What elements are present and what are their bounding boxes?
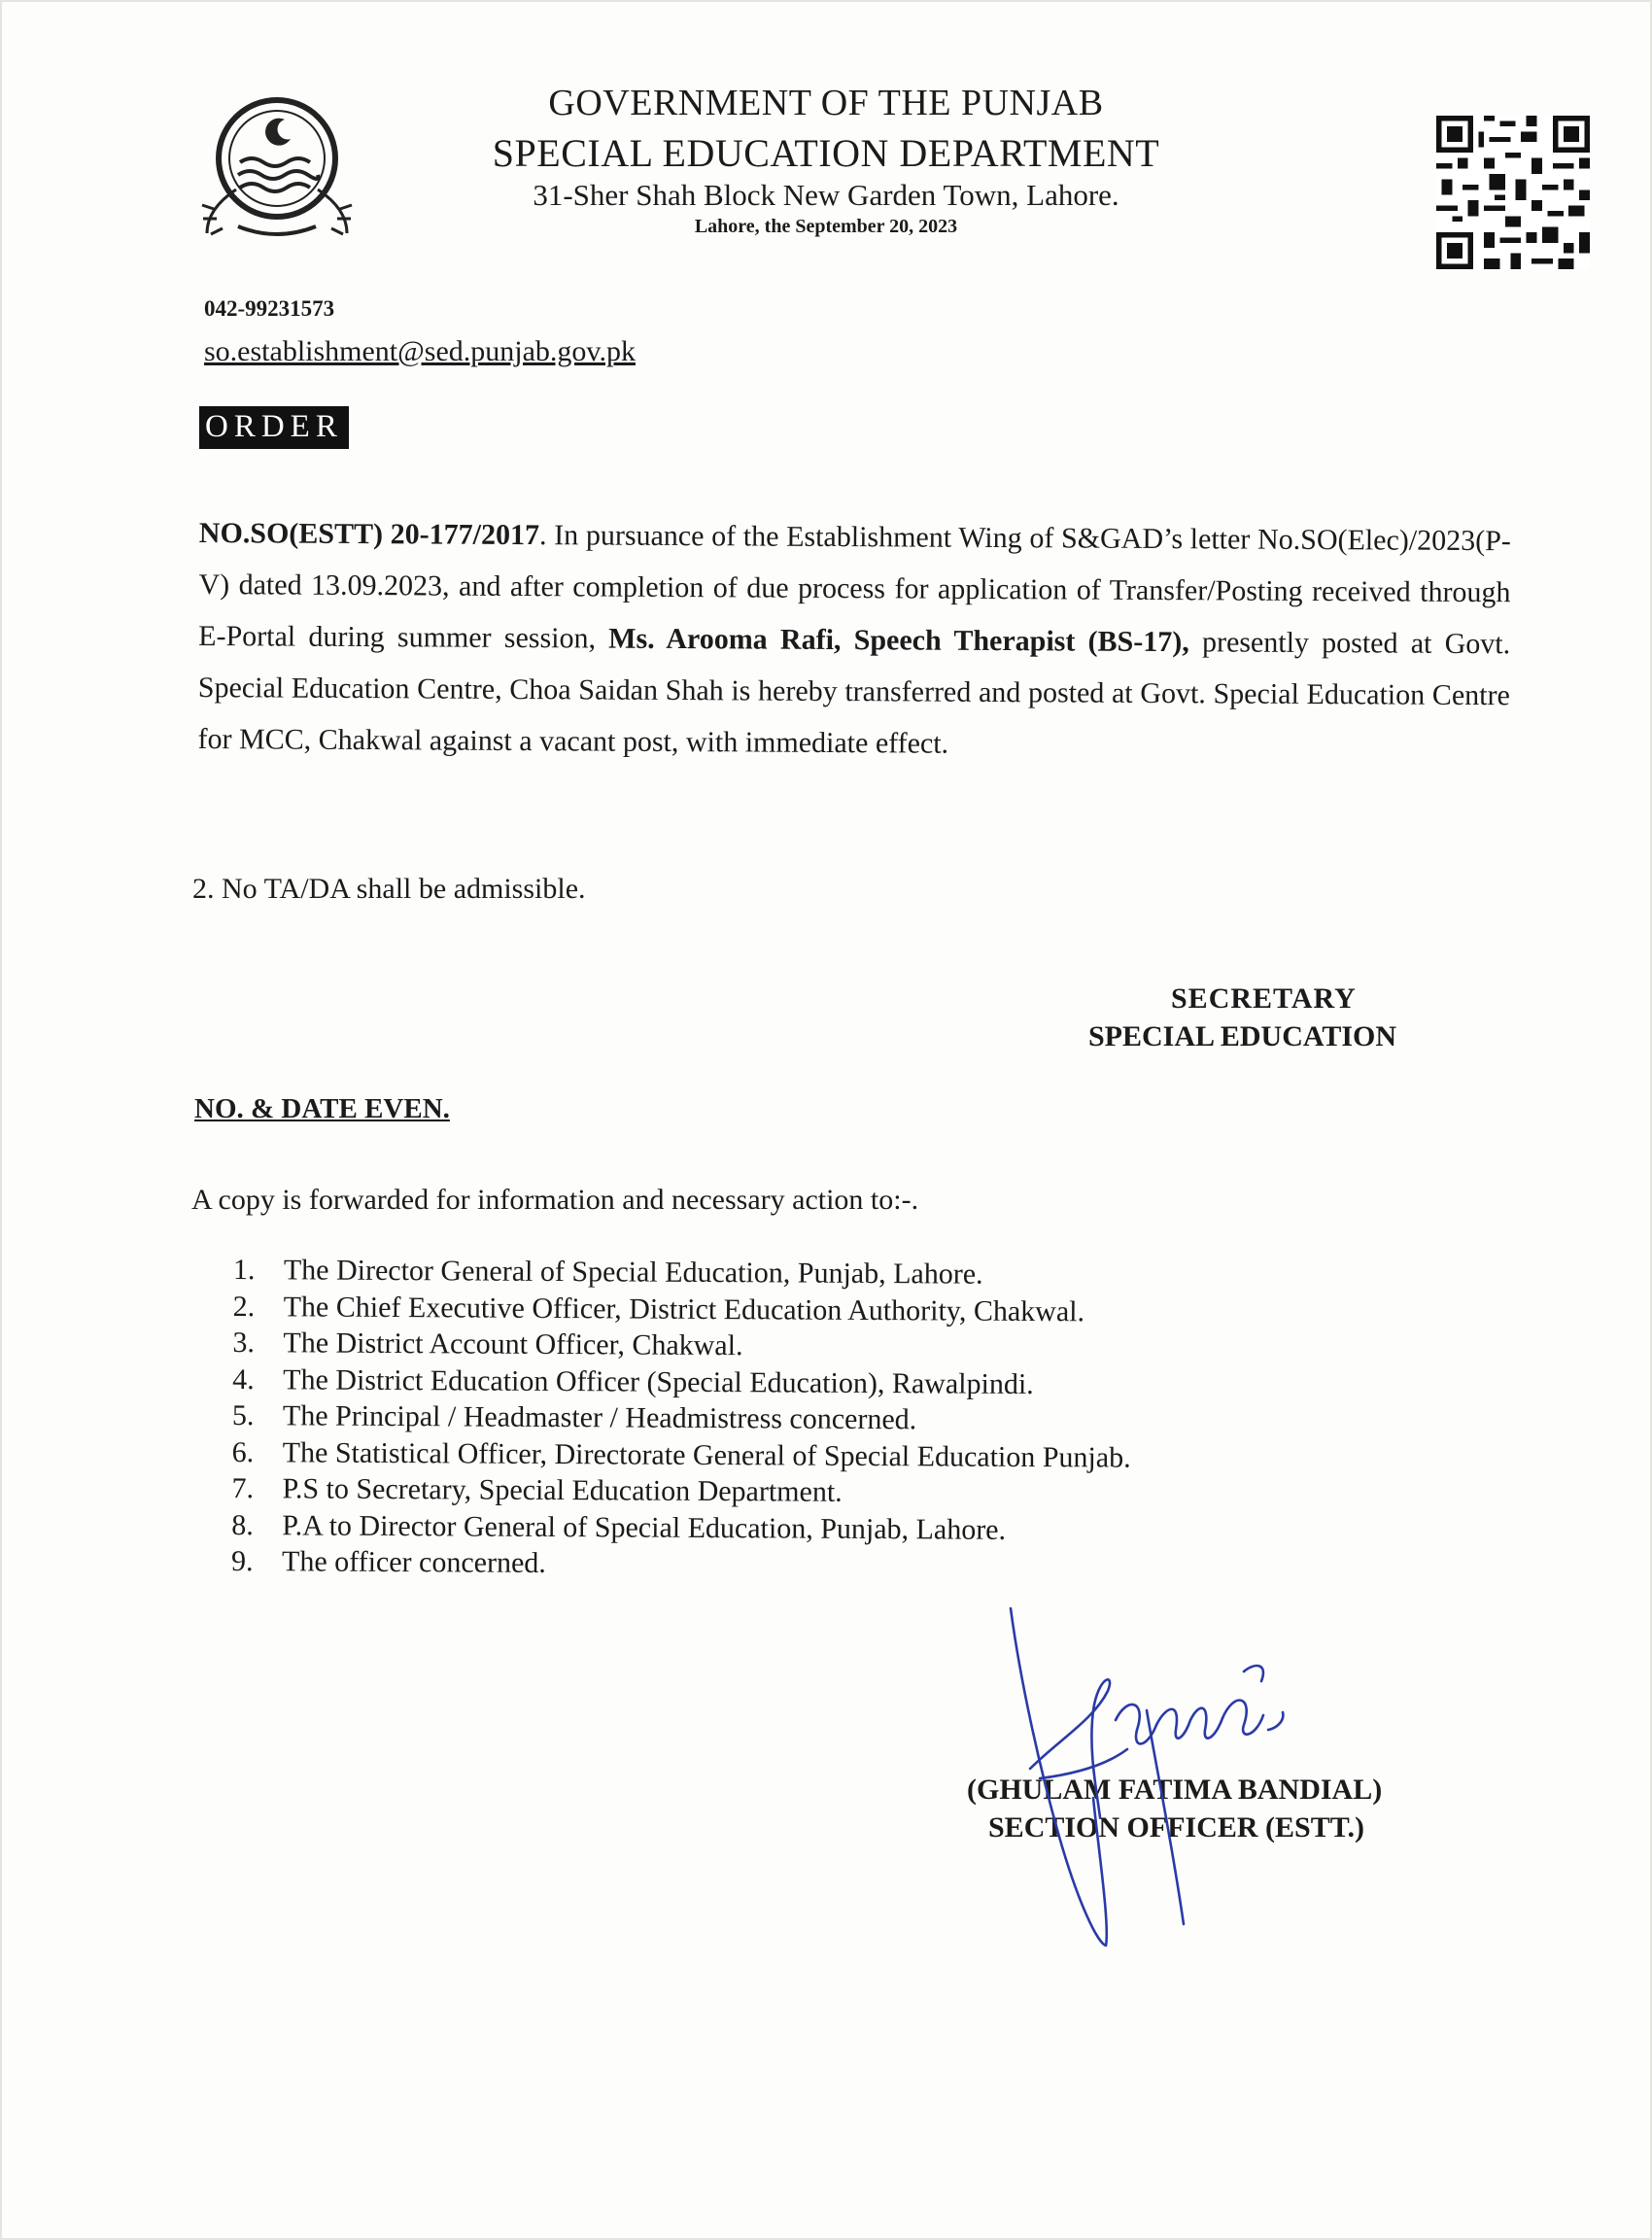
list-item [233,1288,1132,1329]
header-department: SPECIAL EDUCATION DEPARTMENT [492,131,1160,175]
list-item [231,1470,1130,1512]
order-heading: ORDER [199,406,349,449]
signatory-title: SECTION OFFICER (ESTT.) [988,1811,1365,1844]
list-item-text: The Director General of Special Education, Punjab, Lahore. [283,1254,983,1291]
secretary-department: SPECIAL EDUCATION [1088,1020,1397,1052]
list-item-text: P.A to Director General of Special Education, Punjab, Lahore. [282,1508,1007,1546]
order-body-paragraph [197,507,1511,773]
header-address: 31-Sher Shah Block New Garden Town, Lahore. [533,178,1119,212]
reference-even: NO. & DATE EVEN. [194,1093,450,1124]
list-item-text: P.S to Secretary, Special Education Department. [282,1472,843,1508]
signatory-name: (GHULAM FATIMA BANDIAL) [967,1774,1383,1806]
list-item-number: 2. [232,1290,256,1323]
punjab-government-emblem-icon [180,83,374,248]
handwritten-signature-icon [1001,1603,1322,1953]
list-item-number: 4. [232,1362,255,1396]
list-item-number: 8. [231,1508,254,1541]
secretary-title: SECRETARY [1171,982,1357,1015]
copy-forward-intro: A copy is forwarded for information and necessary action to:-. [191,1184,919,1216]
list-item [232,1433,1131,1475]
header-date: Lahore, the September 20, 2023 [694,216,958,237]
contact-phone: 042-99231573 [204,296,335,321]
employee-name: Ms. Arooma Rafi, Speech Therapist (BS-17), [608,622,1189,659]
list-item-number: 9. [230,1544,254,1578]
list-item-text: The officer concerned. [281,1545,546,1579]
list-item-text: The Chief Executive Officer, District Education Authority, Chakwal. [283,1290,1085,1327]
contact-email-link[interactable]: so.establishment@sed.punjab.gov.pk [204,335,636,367]
list-item [231,1506,1130,1548]
list-item [232,1325,1131,1366]
list-item-number: 1. [232,1254,256,1287]
list-item-text: The District Account Officer, Chakwal. [283,1327,743,1362]
list-item-number: 6. [231,1435,255,1468]
list-item-text: The District Education Officer (Special Education), Rawalpindi. [283,1362,1034,1400]
list-item [232,1361,1131,1402]
qr-code-icon [1436,115,1590,270]
list-item [231,1543,1130,1585]
order-paragraph-2: 2. No TA/DA shall be admissible. [192,873,586,905]
order-reference-number: NO.SO(ESTT) 20-177/2017 [198,516,540,552]
list-item-number: 5. [231,1398,255,1432]
list-item-number: 3. [232,1326,256,1360]
header-government: GOVERNMENT OF THE PUNJAB [548,83,1104,123]
copy-recipient-list [231,1252,1132,1585]
list-item [232,1397,1131,1439]
list-item-text: The Principal / Headmaster / Headmistress concerned. [282,1399,917,1436]
list-item-number: 7. [231,1471,255,1505]
list-item [233,1252,1132,1293]
order-text-part-a: . In pursuance of the Establishment Wing of S&GAD’s letter No.SO(Elec)/2023(P-V) dated 13.09.2023, and after completion of due process for application of Transfer/Posting received through E-Portal during summer session, [198,519,1511,655]
list-item-text: The Statistical Officer, Directorate General of Special Education Punjab. [282,1435,1131,1474]
order-text-part-b: presently posted at Govt. Special Education Centre, Choa Saidan Shah is hereby transferred and posted at Govt. Special Education Centre for MCC, Chakwal against a vacant post, with immediate effect. [197,626,1511,760]
